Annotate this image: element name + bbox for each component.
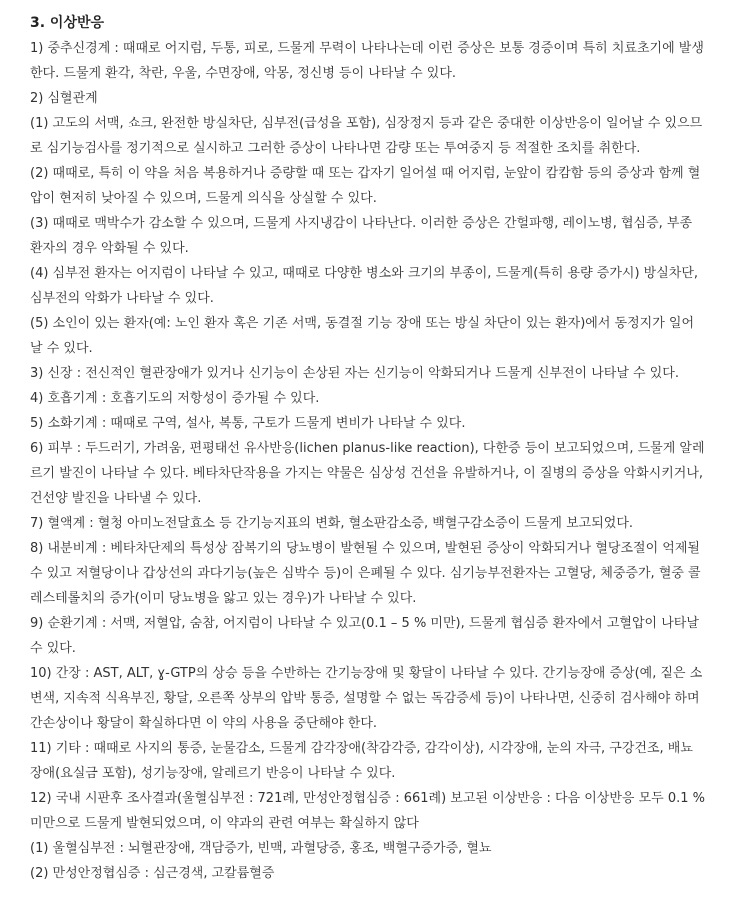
text-line: 2) 심혈관계: [30, 91, 98, 106]
text-line: 수 있다.: [30, 641, 76, 656]
text-line: 환자의 경우 악화될 수 있다.: [30, 241, 189, 256]
text-line: 장애(요실금 포함), 성기능장애, 알레르기 반응이 나타날 수 있다.: [30, 766, 396, 781]
text-line: (1) 고도의 서맥, 쇼크, 완전한 방실차단, 심부전(급성을 포함), 심장정지 등과 같은 중대한 이상반응이 일어날 수 있으므: [30, 116, 703, 131]
text-line: (5) 소인이 있는 환자(예: 노인 환자 혹은 기존 서맥, 동결절 기능 장애 또는 방실 차단이 있는 환자)에서 동정지가 일어: [30, 316, 695, 331]
text-line: 날 수 있다.: [30, 341, 93, 356]
text-line: 변색, 지속적 식욕부진, 황달, 오른쪽 상부의 압박 통증, 설명할 수 없는 독감증세 등)이 나타나면, 신중히 검사해야 하며: [30, 691, 700, 706]
text-line: 11) 기타 : 때때로 사지의 통증, 눈물감소, 드물게 감각장애(착감각증, 감각이상), 시각장애, 눈의 자극, 구강건조, 배뇨: [30, 741, 693, 756]
content-body: [30, 36, 739, 886]
text-line: 3) 신장 : 전신적인 혈관장애가 있거나 신기능이 손상된 자는 신기능이 악화되거나 드물게 신부전이 나타날 수 있다.: [30, 366, 679, 381]
text-line: 간손상이나 황달이 확실하다면 이 약의 사용을 중단해야 한다.: [30, 716, 378, 731]
text-line: 심부전의 악화가 나타날 수 있다.: [30, 291, 214, 306]
text-line: 12) 국내 시판후 조사결과(울혈심부전 : 721례, 만성안정협심증 : 661례) 보고된 이상반응 : 다음 이상반응 모두 0.1 %: [30, 791, 706, 806]
text-line: 한다. 드물게 환각, 착란, 우울, 수면장애, 악몽, 정신병 등이 나타날 수 있다.: [30, 66, 457, 81]
text-line: 6) 피부 : 두드러기, 가려움, 편평태선 유사반응(lichen planus-like reaction), 다한증 등이 보고되었으며, 드물게 알레: [30, 441, 705, 456]
text-line: 5) 소화기계 : 때때로 구역, 설사, 복통, 구토가 드물게 변비가 나타날 수 있다.: [30, 416, 466, 431]
text-line: 레스테롤치의 증가(이미 당뇨병을 앓고 있는 경우)가 나타날 수 있다.: [30, 591, 417, 606]
text-line: 르기 발진이 나타날 수 있다. 베타차단작용을 가지는 약물은 심상성 건선을 유발하거나, 이 질병의 증상을 악화시키거나,: [30, 466, 704, 481]
text-line: 수 있고 저혈당이나 갑상선의 과다기능(높은 심박수 등)이 은폐될 수 있다. 심기능부전환자는 고혈당, 체중증가, 혈중 콜: [30, 566, 701, 581]
text-line: (2) 때때로, 특히 이 약을 처음 복용하거나 증량할 때 또는 갑자기 일어설 때 어지럼, 눈앞이 캄캄함 등의 증상과 함께 혈: [30, 166, 701, 181]
text-line: 8) 내분비계 : 베타차단제의 특성상 잠복기의 당뇨병이 발현될 수 있으며, 발현된 증상이 악화되거나 혈당조절이 억제될: [30, 541, 700, 556]
text-line: 1) 중추신경계 : 때때로 어지럼, 두통, 피로, 드물게 무력이 나타나는데 이런 증상은 보통 경증이며 특히 치료초기에 발생: [30, 41, 704, 56]
text-line: 7) 혈액계 : 혈청 아미노전달효소 등 간기능지표의 변화, 혈소판감소증, 백혈구감소증이 드물게 보고되었다.: [30, 516, 634, 531]
text-line: 로 심기능검사를 정기적으로 실시하고 그러한 증상이 나타나면 감량 또는 투여중지 등 적절한 조치를 취한다.: [30, 141, 641, 156]
text-line: 9) 순환기계 : 서맥, 저혈압, 숨참, 어지럼이 나타날 수 있고(0.1 – 5 % 미만), 드물게 협심증 환자에서 고혈압이 나타날: [30, 616, 699, 631]
text-line: 4) 호흡기계 : 호흡기도의 저항성이 증가될 수 있다.: [30, 391, 320, 406]
text-line: (1) 울혈심부전 : 뇌혈관장애, 객담증가, 빈맥, 과혈당증, 홍조, 백혈구증가증, 혈뇨: [30, 841, 492, 856]
text-line: 10) 간장 : AST, ALT, ɣ-GTP의 상승 등을 수반하는 간기능장애 및 황달이 나타날 수 있다. 간기능장애 증상(예, 짙은 소: [30, 666, 703, 681]
text-line: 미만으로 드물게 발현되었으며, 이 약과의 관련 여부는 확실하지 않다: [30, 816, 419, 831]
text-line: 압이 현저히 낮아질 수 있으며, 드물게 의식을 상실할 수 있다.: [30, 191, 377, 206]
text-line: 건선양 발진을 나타낼 수 있다.: [30, 491, 202, 506]
text-line: (2) 만성안정협심증 : 심근경색, 고칼륨혈증: [30, 866, 275, 881]
section-title: 3. 이상반응: [30, 15, 105, 31]
text-line: (3) 때때로 맥박수가 감소할 수 있으며, 드물게 사지냉감이 나타난다. 이러한 증상은 간헐파행, 레이노병, 협심증, 부종: [30, 216, 693, 231]
text-line: (4) 심부전 환자는 어지럼이 나타날 수 있고, 때때로 다양한 병소와 크기의 부종이, 드물게(특히 용량 증가시) 방실차단,: [30, 266, 699, 281]
